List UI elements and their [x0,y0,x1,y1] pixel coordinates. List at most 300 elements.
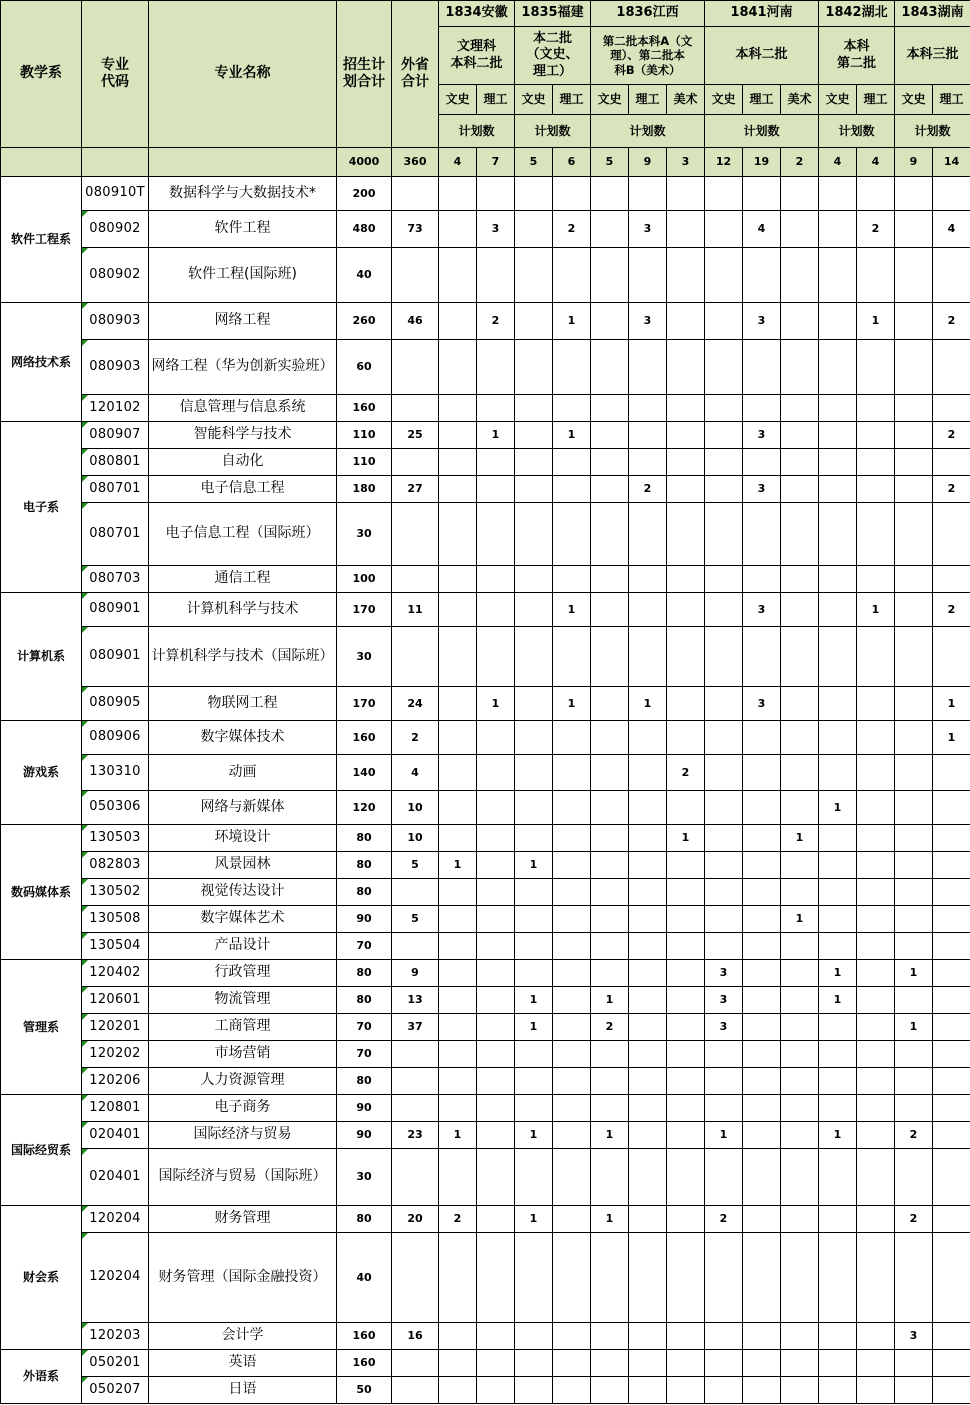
plan-cell: 3 [477,211,515,248]
plan-cell [591,852,629,879]
subject-type: 文史 [439,85,477,115]
plan-cell [667,449,705,476]
header-name: 专业名称 [149,1,337,148]
plan-cell [553,960,591,987]
plan-cell [857,1095,895,1122]
plan-cell [515,566,553,593]
major-name: 产品设计 [149,933,337,960]
plan-cell [439,1014,477,1041]
plan-cell [515,879,553,906]
plan-cell [819,1233,857,1323]
plan-cell [553,1323,591,1350]
plan-cell [439,1041,477,1068]
plan-cell [477,933,515,960]
plan-cell [705,593,743,627]
plan-cell [933,1206,970,1233]
plan-cell [705,449,743,476]
plan-cell [667,248,705,303]
plan-cell [895,593,933,627]
plan-cell [895,627,933,687]
plan-count-label: 计划数 [591,115,705,148]
plan-cell [743,852,781,879]
plan-cell [895,933,933,960]
plan-cell [477,1041,515,1068]
major-code: 050201 [82,1350,149,1377]
plan-cell [857,960,895,987]
subject-type: 美术 [781,85,819,115]
plan-cell [591,248,629,303]
plan-cell: 1 [819,987,857,1014]
plan-cell [705,340,743,395]
major-code: 130508 [82,906,149,933]
plan-total: 260 [337,303,392,340]
out-province-total: 9 [392,960,439,987]
plan-cell: 1 [895,1014,933,1041]
plan-cell [667,960,705,987]
out-province-total: 20 [392,1206,439,1233]
plan-cell [477,1350,515,1377]
plan-cell [553,879,591,906]
plan-cell [857,933,895,960]
plan-cell [515,1095,553,1122]
table-row [1,879,970,906]
plan-cell [857,340,895,395]
major-code: 050207 [82,1377,149,1404]
totals-blank-name [149,148,337,177]
plan-cell [477,791,515,825]
major-code: 080902 [82,248,149,303]
table-row [1,422,970,449]
out-province-total [392,1095,439,1122]
plan-total: 80 [337,1068,392,1095]
plan-cell [781,1095,819,1122]
major-name: 网络工程 [149,303,337,340]
plan-total: 40 [337,248,392,303]
major-name: 软件工程(国际班) [149,248,337,303]
plan-cell [477,395,515,422]
plan-cell [705,395,743,422]
plan-cell [781,248,819,303]
total-value: 6 [553,148,591,177]
plan-cell: 1 [819,791,857,825]
plan-cell [515,687,553,721]
plan-cell: 3 [743,687,781,721]
plan-cell [629,627,667,687]
plan-cell [743,1122,781,1149]
plan-cell [553,791,591,825]
plan-cell [819,449,857,476]
plan-cell [781,1206,819,1233]
department-name: 电子系 [1,422,82,593]
plan-cell [629,825,667,852]
plan-cell [629,1041,667,1068]
plan-total: 80 [337,852,392,879]
plan-cell [819,852,857,879]
plan-cell [553,1377,591,1404]
out-province-total [392,395,439,422]
table-row [1,1068,970,1095]
plan-cell: 1 [857,303,895,340]
province-batch: 第二批本科A（文 理）、第二批本 科B（美术） [591,27,705,85]
major-code: 120204 [82,1233,149,1323]
plan-cell [591,566,629,593]
plan-cell [781,960,819,987]
plan-cell [819,1041,857,1068]
plan-cell [515,248,553,303]
plan-cell [477,593,515,627]
plan-cell [667,1095,705,1122]
plan-cell [591,906,629,933]
plan-total: 40 [337,1233,392,1323]
total-value: 5 [515,148,553,177]
plan-cell [781,422,819,449]
plan-cell [439,303,477,340]
plan-cell [819,1323,857,1350]
plan-cell [895,1377,933,1404]
plan-cell [439,879,477,906]
plan-cell [819,395,857,422]
department-name: 网络技术系 [1,303,82,422]
out-province-total [392,340,439,395]
major-code: 080903 [82,303,149,340]
major-name: 电子信息工程（国际班） [149,503,337,566]
plan-cell [895,1068,933,1095]
plan-cell [439,933,477,960]
out-province-total [392,1377,439,1404]
plan-cell [819,211,857,248]
totals-blank-code [82,148,149,177]
plan-cell [705,791,743,825]
plan-cell: 1 [591,1122,629,1149]
department-name: 财会系 [1,1206,82,1350]
plan-cell [743,933,781,960]
plan-total: 160 [337,1323,392,1350]
subject-type: 理工 [857,85,895,115]
plan-cell [895,422,933,449]
plan-cell [629,721,667,755]
plan-cell [819,248,857,303]
plan-total: 120 [337,791,392,825]
major-name: 市场营销 [149,1041,337,1068]
plan-cell [477,340,515,395]
plan-cell [705,1233,743,1323]
department-name: 管理系 [1,960,82,1095]
plan-cell [781,211,819,248]
plan-count-label: 计划数 [515,115,591,148]
plan-cell [705,1149,743,1206]
table-row [1,1014,970,1041]
plan-cell [629,1350,667,1377]
plan-cell [781,1350,819,1377]
plan-cell [667,211,705,248]
plan-cell [895,825,933,852]
plan-cell [705,687,743,721]
major-code: 080901 [82,593,149,627]
major-name: 网络工程（华为创新实验班） [149,340,337,395]
plan-cell [553,177,591,211]
plan-cell [895,687,933,721]
plan-cell [705,852,743,879]
plan-cell [515,1068,553,1095]
subject-type: 理工 [629,85,667,115]
table-row [1,303,970,340]
plan-cell [819,755,857,791]
plan-cell [819,422,857,449]
table-row [1,1149,970,1206]
plan-cell [591,177,629,211]
plan-cell [819,825,857,852]
plan-cell [667,933,705,960]
plan-cell [781,852,819,879]
plan-cell [439,960,477,987]
plan-cell [743,1095,781,1122]
plan-cell [629,791,667,825]
plan-cell [933,1323,970,1350]
plan-cell [857,1068,895,1095]
plan-cell [857,1041,895,1068]
major-name: 信息管理与信息系统 [149,395,337,422]
plan-cell: 1 [781,906,819,933]
plan-cell [553,1149,591,1206]
plan-cell [743,906,781,933]
table-row [1,503,970,566]
plan-cell [819,1068,857,1095]
plan-cell [439,906,477,933]
plan-cell: 2 [857,211,895,248]
province-batch: 本科 第二批 [819,27,895,85]
plan-cell [515,1350,553,1377]
plan-cell [743,395,781,422]
plan-cell [667,721,705,755]
plan-cell: 3 [629,211,667,248]
table-row [1,1377,970,1404]
plan-cell [515,721,553,755]
plan-total: 170 [337,687,392,721]
plan-cell [477,1068,515,1095]
plan-cell [857,476,895,503]
total-value: 12 [705,148,743,177]
major-name: 行政管理 [149,960,337,987]
plan-cell: 1 [439,1122,477,1149]
plan-cell [629,422,667,449]
major-name: 物流管理 [149,987,337,1014]
major-code: 130502 [82,879,149,906]
plan-cell [439,1350,477,1377]
province-name: 1843湖南 [895,1,970,27]
total-value: 5 [591,148,629,177]
plan-cell [933,1233,970,1323]
plan-cell [933,852,970,879]
plan-cell [553,852,591,879]
plan-cell [819,177,857,211]
province-name: 1834安徽 [439,1,515,27]
plan-cell [515,177,553,211]
plan-cell [933,987,970,1014]
plan-cell [819,1149,857,1206]
plan-cell [591,1377,629,1404]
plan-cell [895,211,933,248]
plan-cell: 1 [515,1206,553,1233]
plan-cell [933,566,970,593]
plan-cell [743,627,781,687]
plan-cell: 3 [705,987,743,1014]
department-name: 游戏系 [1,721,82,825]
table-row [1,1233,970,1323]
subject-type: 理工 [743,85,781,115]
plan-cell [629,1377,667,1404]
plan-total: 70 [337,1041,392,1068]
major-name: 软件工程 [149,211,337,248]
plan-total: 170 [337,593,392,627]
plan-cell [477,1377,515,1404]
department-name: 计算机系 [1,593,82,721]
plan-cell [743,1014,781,1041]
plan-cell [477,177,515,211]
plan-cell [629,960,667,987]
plan-cell: 2 [933,593,970,627]
plan-cell [553,1233,591,1323]
subject-type: 理工 [477,85,515,115]
plan-cell [743,1206,781,1233]
out-province-total: 13 [392,987,439,1014]
plan-cell [705,1041,743,1068]
plan-cell [743,1068,781,1095]
plan-cell: 2 [933,303,970,340]
table-row [1,960,970,987]
plan-cell [705,566,743,593]
plan-cell [439,395,477,422]
major-name: 财务管理（国际金融投资） [149,1233,337,1323]
department-name: 数码媒体系 [1,825,82,960]
department-name: 国际经贸系 [1,1095,82,1206]
plan-cell [439,687,477,721]
plan-cell [819,476,857,503]
table-row [1,1041,970,1068]
plan-cell: 1 [591,1206,629,1233]
plan-cell [743,987,781,1014]
plan-cell: 1 [477,422,515,449]
major-name: 国际经济与贸易 [149,1122,337,1149]
plan-cell: 3 [629,303,667,340]
major-code: 020401 [82,1149,149,1206]
plan-cell [705,1095,743,1122]
table-row [1,825,970,852]
major-name: 智能科学与技术 [149,422,337,449]
plan-cell [667,593,705,627]
plan-cell [819,503,857,566]
plan-cell [515,476,553,503]
plan-cell [819,1377,857,1404]
plan-cell [553,476,591,503]
table-row [1,1122,970,1149]
plan-cell [933,1122,970,1149]
plan-cell: 2 [629,476,667,503]
plan-total: 30 [337,627,392,687]
plan-total: 90 [337,906,392,933]
plan-cell [553,503,591,566]
total-value: 9 [629,148,667,177]
plan-cell [629,1068,667,1095]
plan-cell [857,755,895,791]
major-name: 财务管理 [149,1206,337,1233]
plan-cell [439,593,477,627]
plan-cell [743,755,781,791]
plan-cell [477,566,515,593]
plan-cell [629,1095,667,1122]
plan-cell [477,1149,515,1206]
out-province-total: 5 [392,852,439,879]
out-province-total: 23 [392,1122,439,1149]
plan-cell [591,791,629,825]
plan-cell [667,566,705,593]
major-code: 080703 [82,566,149,593]
major-name: 日语 [149,1377,337,1404]
plan-cell [933,1014,970,1041]
plan-cell [439,340,477,395]
plan-cell [515,422,553,449]
plan-cell [743,1041,781,1068]
plan-cell [667,687,705,721]
plan-cell [591,503,629,566]
plan-cell [857,248,895,303]
major-name: 通信工程 [149,566,337,593]
total-value: 4000 [337,148,392,177]
plan-cell: 3 [895,1323,933,1350]
plan-cell [591,340,629,395]
plan-cell [743,1233,781,1323]
plan-cell [553,1041,591,1068]
out-province-total: 46 [392,303,439,340]
plan-cell [895,566,933,593]
plan-cell [933,1377,970,1404]
subject-type: 美术 [667,85,705,115]
plan-cell [477,755,515,791]
out-province-total [392,503,439,566]
subject-type: 文史 [515,85,553,115]
plan-cell [591,1041,629,1068]
plan-cell [439,1377,477,1404]
major-code: 080901 [82,627,149,687]
plan-cell: 3 [705,960,743,987]
major-name: 计算机科学与技术（国际班） [149,627,337,687]
major-code: 080902 [82,211,149,248]
major-name: 自动化 [149,449,337,476]
plan-cell [667,1233,705,1323]
out-province-total: 16 [392,1323,439,1350]
table-row [1,340,970,395]
out-province-total: 10 [392,791,439,825]
plan-cell [553,933,591,960]
out-province-total: 11 [392,593,439,627]
plan-cell [895,879,933,906]
plan-cell [781,503,819,566]
plan-cell [515,1377,553,1404]
plan-cell: 3 [743,476,781,503]
plan-cell: 1 [895,960,933,987]
plan-total: 30 [337,503,392,566]
plan-cell [629,987,667,1014]
major-name: 英语 [149,1350,337,1377]
total-value: 4 [819,148,857,177]
plan-cell [819,1206,857,1233]
plan-cell [819,593,857,627]
plan-cell [743,1350,781,1377]
plan-cell: 1 [857,593,895,627]
plan-cell [667,852,705,879]
major-code: 120801 [82,1095,149,1122]
plan-cell [629,1149,667,1206]
table-row [1,177,970,211]
